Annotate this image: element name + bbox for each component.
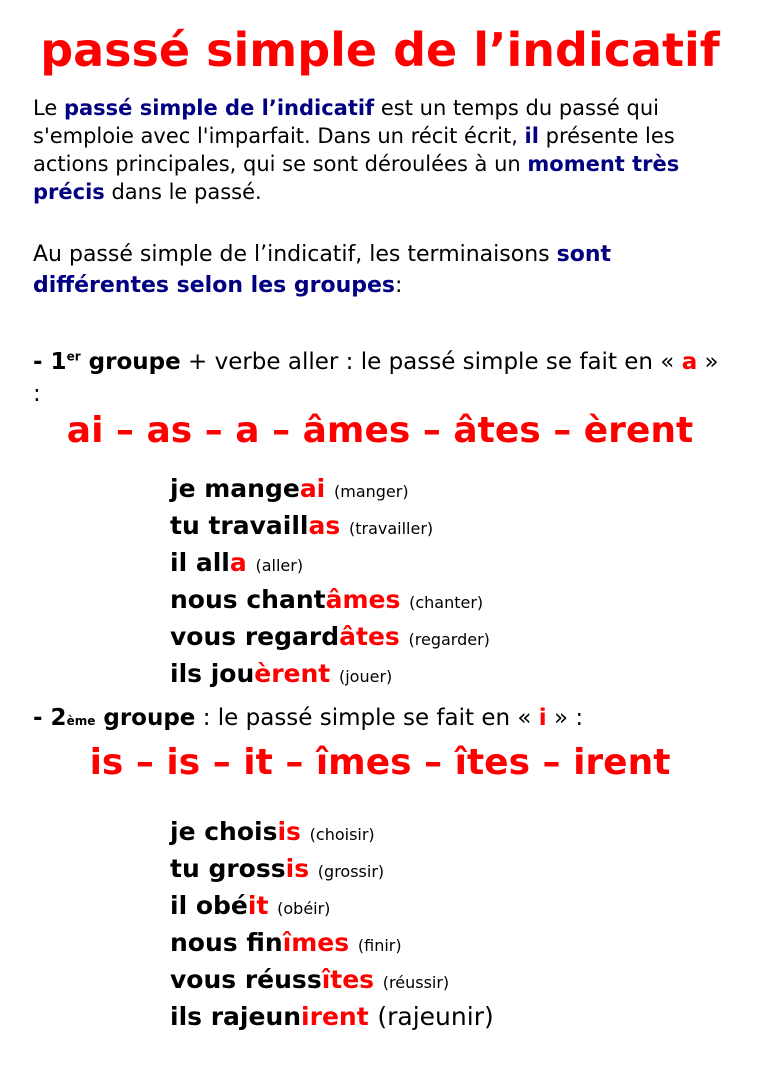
conjugation-row (170, 852, 730, 889)
verb-ending: is (277, 817, 301, 846)
verb-infinitive: (jouer) (338, 667, 393, 686)
verb-infinitive: (grossir) (317, 862, 385, 881)
conjugation-row (170, 583, 730, 620)
groups-highlight: sont différentes selon les groupes (33, 242, 611, 298)
verb-stem: vous regard (170, 622, 340, 651)
intro-text-3: présente les actions principales, qui se sont déroulées à un (33, 124, 675, 176)
intro-text-2: est un temps du passé qui s'emploie avec l'imparfait. Dans un récit écrit, (33, 96, 659, 148)
groups-paragraph (33, 239, 733, 301)
verb-ending: îtes (321, 965, 375, 994)
verb-stem: nous fin (170, 928, 283, 957)
verb-ending: it (247, 891, 269, 920)
group2-heading (33, 702, 733, 737)
group1-heading (33, 346, 733, 410)
intro-paragraph (33, 94, 733, 206)
group1-text-1: + verbe aller : le passé simple se fait en « (180, 349, 682, 375)
group2-endings: is – is – it – îmes – îtes – irent (89, 742, 671, 783)
group2-prefix: - 2 (33, 705, 67, 731)
verb-ending: irent (301, 1002, 369, 1031)
conjugation-row (170, 815, 730, 852)
groups-text-2: : (395, 273, 403, 298)
conjugation-row (170, 926, 730, 963)
group1-endings: ai – as – a – âmes – âtes – èrent (66, 410, 694, 451)
verb-ending: âtes (339, 622, 400, 651)
verb-ending: as (308, 511, 341, 540)
verb-infinitive: (choisir) (309, 825, 375, 844)
verb-ending: èrent (254, 659, 331, 688)
group1-sup: er (66, 349, 81, 364)
group2-sup: ème (66, 714, 96, 728)
group1-name: groupe (80, 349, 181, 375)
verb-ending: âmes (325, 585, 401, 614)
group2-text-2: » : (546, 705, 584, 731)
verb-ending: a (229, 548, 247, 577)
verb-stem: je mange (170, 474, 300, 503)
conjugation-row (170, 889, 730, 926)
groups-text-1: Au passé simple de l’indicatif, les terminaisons (33, 242, 557, 267)
verb-ending: îmes (282, 928, 350, 957)
verb-ending: is (285, 854, 310, 883)
conjugation-row (170, 657, 730, 694)
group1-prefix: - 1 (33, 349, 67, 375)
conjugation-row (170, 472, 730, 509)
conjugation-row (170, 546, 730, 583)
group2-text-1: : le passé simple se fait en « (195, 705, 539, 731)
intro-text-4: dans le passé. (104, 180, 262, 204)
conjugation-row (170, 963, 730, 1000)
verb-stem: tu gross (170, 854, 286, 883)
page-title: passé simple de l’indicatif (40, 23, 720, 77)
verb-infinitive: (réussir) (382, 973, 450, 992)
verb-infinitive: (obéir) (277, 899, 331, 918)
intro-highlight-3: moment très précis (33, 152, 680, 204)
group2-conjugation-list (170, 815, 730, 1034)
verb-infinitive: (finir) (357, 936, 402, 955)
verb-stem: vous réuss (170, 965, 322, 994)
intro-highlight-2: il (524, 124, 539, 148)
verb-stem: il obé (170, 891, 248, 920)
group2-letter: i (538, 705, 547, 731)
verb-infinitive: (regarder) (408, 630, 490, 649)
verb-infinitive: (rajeunir) (377, 1002, 494, 1031)
conjugation-row (170, 509, 730, 546)
verb-stem: ils jou (170, 659, 255, 688)
verb-stem: nous chant (170, 585, 326, 614)
verb-infinitive: (travailler) (348, 519, 434, 538)
verb-ending: ai (299, 474, 326, 503)
group1-conjugation-list (170, 472, 730, 694)
group2-name: groupe (95, 705, 196, 731)
verb-infinitive: (manger) (333, 482, 409, 501)
intro-text-1: Le (33, 96, 64, 120)
verb-stem: je chois (170, 817, 278, 846)
verb-stem: il all (170, 548, 230, 577)
group1-text-2: » : (33, 349, 719, 407)
conjugation-row (170, 620, 730, 657)
group1-letter: a (681, 349, 698, 375)
verb-stem: tu travaill (170, 511, 309, 540)
intro-highlight-1: passé simple de l’indicatif (63, 96, 375, 120)
verb-stem: ils rajeun (170, 1002, 302, 1031)
verb-infinitive: (aller) (255, 556, 304, 575)
conjugation-row (170, 1000, 730, 1034)
verb-infinitive: (chanter) (409, 593, 484, 612)
